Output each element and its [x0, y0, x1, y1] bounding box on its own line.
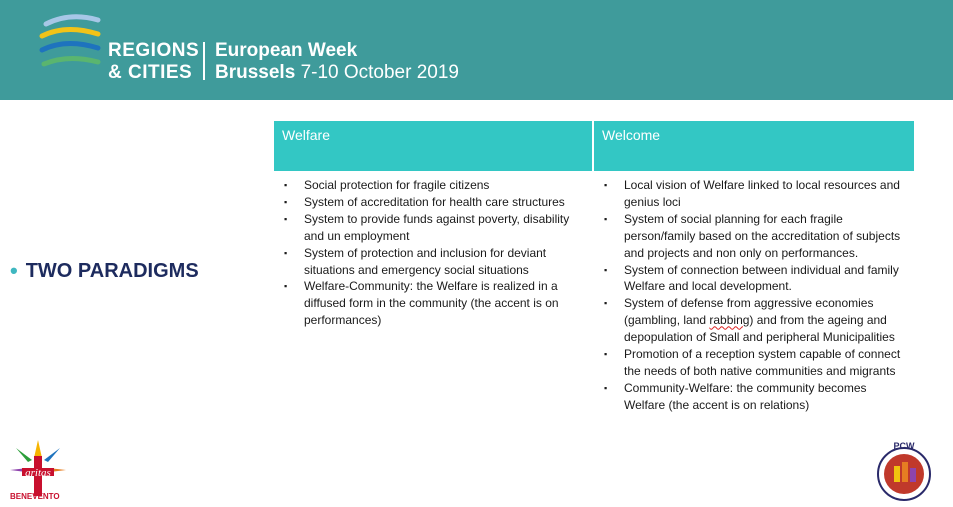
welfare-column: [274, 171, 594, 414]
list-item: ▪ System of protection and inclusion for deviant situations and emergency social situations: [282, 245, 586, 279]
event-city: Brussels: [215, 62, 296, 83]
welcome-column: [594, 171, 914, 414]
bullet-icon: •: [10, 258, 18, 283]
slide-title: • TWO PARADIGMS: [10, 258, 199, 283]
list-item: ▪ Welfare-Community: the Welfare is realized in a diffused form in the community (the accent is on performances): [282, 278, 586, 329]
list-item: ▪ Community-Welfare: the community becomes Welfare (the accent is on relations): [602, 380, 906, 414]
regions-cities-logo-icon: [36, 10, 106, 82]
comparison-table: [274, 121, 914, 414]
list-item: ▪ System to provide funds against poverty, disability and un employment: [282, 211, 586, 245]
header-welfare: Welfare: [274, 121, 594, 171]
list-item: ▪ System of accreditation for health care structures: [282, 194, 586, 211]
list-item: ▪ Local vision of Welfare linked to local resources and genius loci: [602, 177, 906, 211]
event-title: European Week: [215, 40, 358, 61]
table-body-row: [274, 171, 914, 414]
list-item: ▪ System of connection between individual and family Welfare and local development.: [602, 262, 906, 296]
event-dates: 7-10 October 2019: [300, 62, 460, 83]
list-item: ▪ Social protection for fragile citizens: [282, 177, 586, 194]
header-banner: [0, 0, 953, 100]
caritas-caption: BENEVENTO: [10, 492, 60, 501]
header-welcome: Welcome: [602, 127, 661, 143]
list-item: ▪ System of defense from aggressive economies (gambling, land rabbing) and from the ageing and depopulation of Small and peripheral Municipalities: [602, 295, 906, 346]
svg-text:aritas: aritas: [25, 467, 51, 479]
pcw-logo-icon: [874, 440, 934, 502]
svg-text:PCW: PCW: [893, 441, 915, 451]
brand-name: REGIONS & CITIES: [108, 40, 200, 83]
brand-divider: [203, 42, 205, 80]
list-item: ▪ Promotion of a reception system capable of connect the needs of both native communities and migrants: [602, 346, 906, 380]
table-header-row: [274, 121, 914, 171]
list-item: ▪ System of social planning for each fragile person/family based on the accreditation of subjects and projects and non only on performances.: [602, 211, 906, 262]
event-info: [215, 40, 459, 84]
